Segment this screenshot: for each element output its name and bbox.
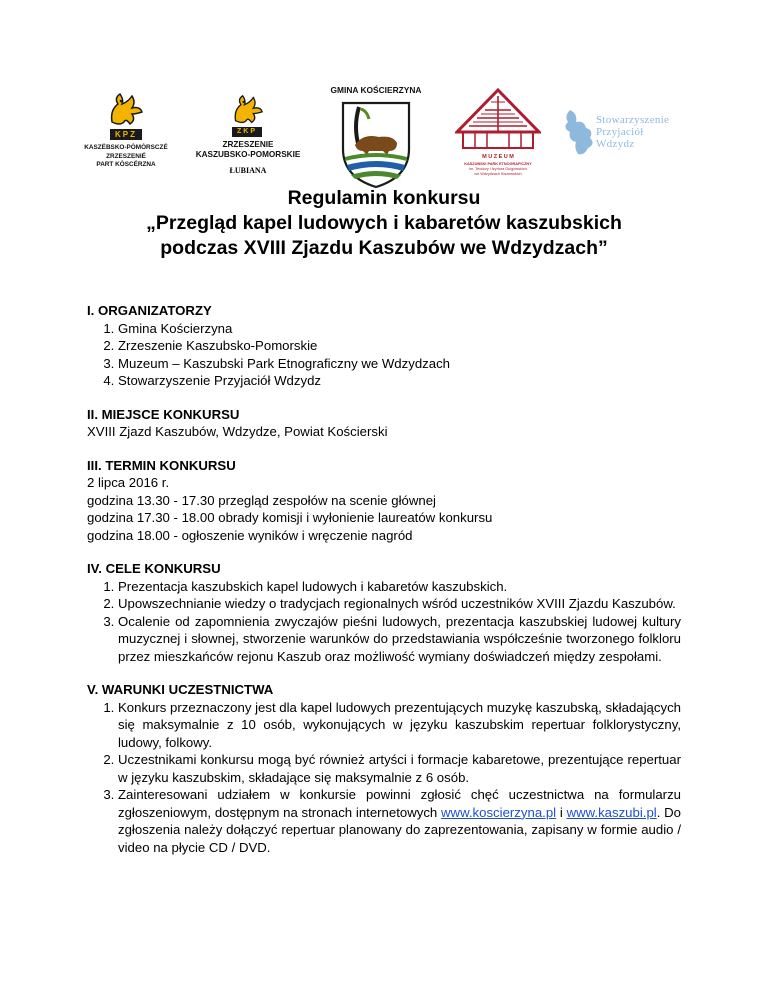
item-text: . Do zgłoszenia należy dołączyć repertuar planowany do zaprezentowania, zapisany w formie audio / video na płycie CD / DVD. bbox=[118, 804, 682, 855]
title-line-2: „Przegląd kapel ludowych i kabaretów kaszubskich bbox=[146, 212, 622, 234]
section-heading: II. MIEJSCE KONKURSU bbox=[87, 406, 240, 422]
date-line: godzina 13.30 - 17.30 przegląd zespołów na scenie głównej bbox=[87, 492, 436, 508]
section-heading: I. ORGANIZATORZY bbox=[87, 303, 212, 318]
museum-building-icon bbox=[455, 88, 541, 150]
regulations-body bbox=[87, 302, 681, 872]
zkp-name: ZRZESZENIE KASZUBSKO-POMORSKIE bbox=[195, 140, 301, 159]
griffin-icon bbox=[106, 92, 146, 128]
section-place bbox=[87, 406, 681, 441]
kaszubi-link[interactable]: www.kaszubi.pl bbox=[566, 804, 657, 820]
title-line-3: podczas XVIII Zjazdu Kaszubów we Wdzydzach” bbox=[160, 237, 608, 259]
gmina-logo bbox=[318, 85, 434, 191]
section-organizers bbox=[87, 302, 681, 390]
muzeum-logo bbox=[452, 88, 544, 184]
list-item: 3. Ocalenie od zapomnienia zwyczajów pieśni ludowych, prezentacja kaszubskiej ludowej kultury muzycznej i słownej, stworzenie warunków do przedstawiania współcześnie tworzonego folkloru przez mieszkańców rejonu Kaszub oraz możliwość wymiany doświadczeń między zespołami. bbox=[118, 613, 681, 666]
stowarzyszenie-name: Stowarzyszenie Przyjaciół Wdzydz bbox=[596, 114, 670, 150]
kpz-name: KASZËBSKO-PÒMÒRSCZÉ ZRZESZENIÉ PART KÒSCÉRZNA bbox=[84, 144, 168, 168]
place-text: XVIII Zjazd Kaszubów, Wdzydze, Powiat Kościerski bbox=[87, 424, 388, 439]
coat-of-arms-icon bbox=[339, 99, 413, 189]
title-line-1: Regulamin konkursu bbox=[287, 187, 481, 209]
section-heading: IV. CELE KONKURSU bbox=[87, 561, 221, 576]
stowarzyszenie-logo bbox=[560, 108, 700, 160]
koscierzyna-link[interactable]: www.koscierzyna.pl bbox=[441, 804, 557, 820]
griffin-icon bbox=[230, 94, 266, 126]
list-item: 2. Upowszechnianie wiedzy o tradycjach regionalnych wśród uczestników XVIII Zjazdu Kaszubów. bbox=[118, 595, 681, 613]
lake-map-icon bbox=[560, 108, 598, 158]
zkp-badge: ZKP bbox=[232, 127, 262, 137]
date-line: godzina 17.30 - 18.00 obrady komisji i wyłonienie laureatów konkursu bbox=[87, 510, 493, 525]
list-item: 2. Uczestnikami konkursu mogą być również artyści i formacje kabaretowe, prezentujące repertuar w języku kaszubskim, składające się maksymalnie z 6 osób. bbox=[118, 751, 681, 786]
muzeum-desc: KASZUBSKI PARK ETNOGRAFICZNY im. Teodory i Izydora Gulgowskich we Wdzydzach Kiszewskich bbox=[464, 162, 532, 176]
section-goals bbox=[87, 560, 681, 665]
date-line: godzina 18.00 - ogłoszenie wyników i wręczenie nagród bbox=[87, 527, 413, 543]
list-item: 1. Konkurs przeznaczony jest dla kapel ludowych prezentujących muzykę kaszubską, składających się maksymalnie z 10 osób, wykonujących w języku kaszubskim repertuar folklorystyczny, ludowy, folkowy. bbox=[118, 699, 681, 752]
date-line: 2 lipca 2016 r. bbox=[87, 475, 170, 490]
list-item: 1. Gmina Kościerzyna bbox=[118, 320, 681, 338]
kpz-badge: KPZ bbox=[110, 129, 142, 140]
gmina-title: GMINA KOŚCIERZYNA bbox=[330, 85, 422, 95]
list-item: 2. Zrzeszenie Kaszubsko-Pomorskie bbox=[118, 337, 681, 355]
section-heading: V. WARUNKI UCZESTNICTWA bbox=[87, 682, 274, 697]
document-title bbox=[0, 186, 768, 261]
zkp-logo bbox=[186, 92, 310, 176]
section-conditions bbox=[87, 681, 681, 856]
muzeum-word: M U Z E U M bbox=[482, 154, 514, 160]
section-date bbox=[87, 457, 681, 545]
list-item: 3. Muzeum – Kaszubski Park Etnograficzny we Wdzydzach bbox=[118, 355, 681, 373]
zkp-branch: ŁUBIANA bbox=[229, 166, 267, 175]
list-item: 1. Prezentacja kaszubskich kapel ludowych i kabaretów kaszubskich. bbox=[118, 578, 681, 596]
section-heading: III. TERMIN KONKURSU bbox=[87, 457, 236, 473]
item-text: Zainteresowani udziałem w konkursie powinni zgłosić chęć uczestnictwa na formularzu zgłoszeniowym, dostępnym na stronach internetowych bbox=[118, 787, 681, 820]
item-text: i bbox=[556, 804, 567, 820]
list-item: 4. Stowarzyszenie Przyjaciół Wdzydz bbox=[118, 372, 681, 390]
kpz-logo bbox=[70, 92, 182, 172]
list-item bbox=[118, 786, 681, 856]
